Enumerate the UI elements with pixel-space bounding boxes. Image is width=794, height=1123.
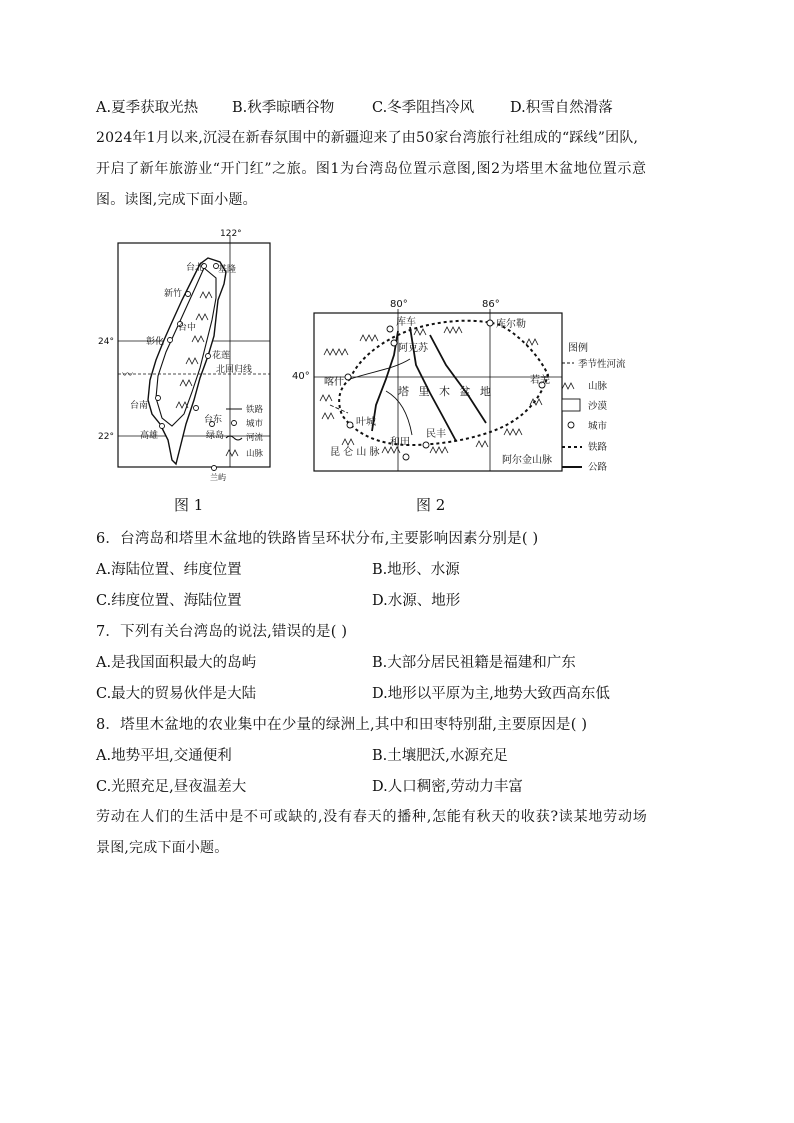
fig2-lat-40: 40° xyxy=(292,371,310,382)
city-minfeng: 民丰 xyxy=(426,429,446,440)
city-taipei: 台北 xyxy=(186,263,205,273)
fig2-legend-road: 公路 xyxy=(588,462,608,473)
fig2-legend-desert: 沙漠 xyxy=(588,401,608,412)
city-tainan: 台南 xyxy=(130,401,149,411)
q6-option-c: C.纬度位置、海陆位置 xyxy=(96,593,242,609)
q7-stem: 7．下列有关台湾岛的说法,错误的是( ) xyxy=(96,624,348,640)
fig2-lon-86: 86° xyxy=(482,299,500,310)
legend-mountain-symbol-2 xyxy=(562,383,574,389)
q6-option-d: D.水源、地形 xyxy=(372,593,461,609)
q6-option-b: B.地形、水源 xyxy=(372,562,460,578)
city-keelung: 基隆 xyxy=(218,265,237,275)
fig1-legend-river: 河流 xyxy=(246,433,264,443)
figure-1-caption: 图 1 xyxy=(174,496,204,514)
city-yecheng: 叶城 xyxy=(356,417,376,428)
city-korla: 库尔勒 xyxy=(496,319,526,330)
q6-stem: 6．台湾岛和塔里木盆地的铁路皆呈环状分布,主要影响因素分别是( ) xyxy=(96,531,539,547)
fig2-legend-seasonal-river: 季节性河流 xyxy=(578,359,626,370)
city-kashgar: 喀什 xyxy=(324,377,344,388)
city-lyudao: 绿岛 xyxy=(206,431,225,441)
outro-line-1: 劳动在人们的生活中是不可或缺的,没有春天的播种,怎能有秋天的收获?读某地劳动场 xyxy=(96,809,648,825)
legend-city-symbol-2 xyxy=(568,422,574,428)
prev-option-d: D.积雪自然滑落 xyxy=(510,100,613,116)
q7-option-a: A.是我国面积最大的岛屿 xyxy=(96,655,257,671)
city-hsinchu: 新竹 xyxy=(164,289,183,299)
legend-city-symbol xyxy=(232,421,237,426)
prev-option-b: B.秋季晾晒谷物 xyxy=(232,100,335,116)
intro-line-3: 图。读图,完成下面小题。 xyxy=(96,192,257,208)
fig2-legend-rail: 铁路 xyxy=(588,442,608,453)
fig2-legend-city: 城市 xyxy=(588,421,608,432)
city-hualien: 花莲 xyxy=(212,351,231,361)
fig2-basin-label: 塔 里 木 盆 地 xyxy=(398,385,494,398)
fig1-legend-mountain: 山脉 xyxy=(246,449,264,459)
city-changhua: 彰化 xyxy=(146,337,165,347)
legend-desert-symbol xyxy=(562,399,580,411)
fig1-lat-24: 24° xyxy=(98,337,114,347)
intro-line-1: 2024年1月以来,沉浸在新春氛围中的新疆迎来了由50家台湾旅行社组成的“踩线”团队, xyxy=(96,130,639,146)
fig1-wave-mark: 〰 xyxy=(122,368,133,381)
intro-line-2: 开启了新年旅游业“开门红”之旅。图1为台湾岛位置示意图,图2为塔里木盆地位置示意 xyxy=(96,161,647,177)
fig2-kunlun-label: 昆 仑 山 脉 xyxy=(330,447,380,458)
prev-option-c: C.冬季阻挡冷风 xyxy=(372,100,475,116)
prev-option-a: A.夏季获取光热 xyxy=(96,100,199,116)
city-kaohsiung: 高雄 xyxy=(140,431,159,441)
fig2-legend-title: 图例 xyxy=(568,343,588,354)
q8-option-a: A.地势平坦,交通便利 xyxy=(96,748,232,764)
q8-option-b: B.土壤肥沃,水源充足 xyxy=(372,748,508,764)
fig2-altun-label: 阿尔金山脉 xyxy=(502,455,552,466)
fig1-lat-22: 22° xyxy=(98,432,114,442)
city-hotan: 和田 xyxy=(390,437,410,448)
city-ruoqiang: 若羌 xyxy=(530,375,550,386)
q7-option-d: D.地形以平原为主,地势大致西高东低 xyxy=(372,686,610,702)
q7-option-b: B.大部分居民祖籍是福建和广东 xyxy=(372,655,576,671)
figure-2-tarim-map xyxy=(290,295,686,490)
q7-option-c: C.最大的贸易伙伴是大陆 xyxy=(96,686,257,702)
city-taitung: 台东 xyxy=(204,415,223,425)
q6-option-a: A.海陆位置、纬度位置 xyxy=(96,562,242,578)
tropic-label: 北回归线 xyxy=(216,365,253,375)
q8-option-d: D.人口稠密,劳动力丰富 xyxy=(372,779,523,795)
fig1-legend-railway: 铁路 xyxy=(246,405,264,415)
city-kuqa: 库车 xyxy=(396,317,416,328)
figure-2-caption: 图 2 xyxy=(416,496,446,514)
city-taichung: 台中 xyxy=(178,323,197,333)
fig2-lon-80: 80° xyxy=(390,299,408,310)
city-aksu: 阿克苏 xyxy=(398,343,428,354)
fig2-legend-mountain: 山脉 xyxy=(588,381,608,392)
figure-1-taiwan-map xyxy=(96,228,276,484)
outro-line-2: 景图,完成下面小题。 xyxy=(96,840,229,856)
fig1-lon-label: 122° xyxy=(220,229,242,239)
fig1-legend-city: 城市 xyxy=(246,419,264,429)
q8-stem: 8．塔里木盆地的农业集中在少量的绿洲上,其中和田枣特别甜,主要原因是( ) xyxy=(96,717,588,733)
city-lanyu: 兰屿 xyxy=(210,473,226,482)
q8-option-c: C.光照充足,昼夜温差大 xyxy=(96,779,247,795)
